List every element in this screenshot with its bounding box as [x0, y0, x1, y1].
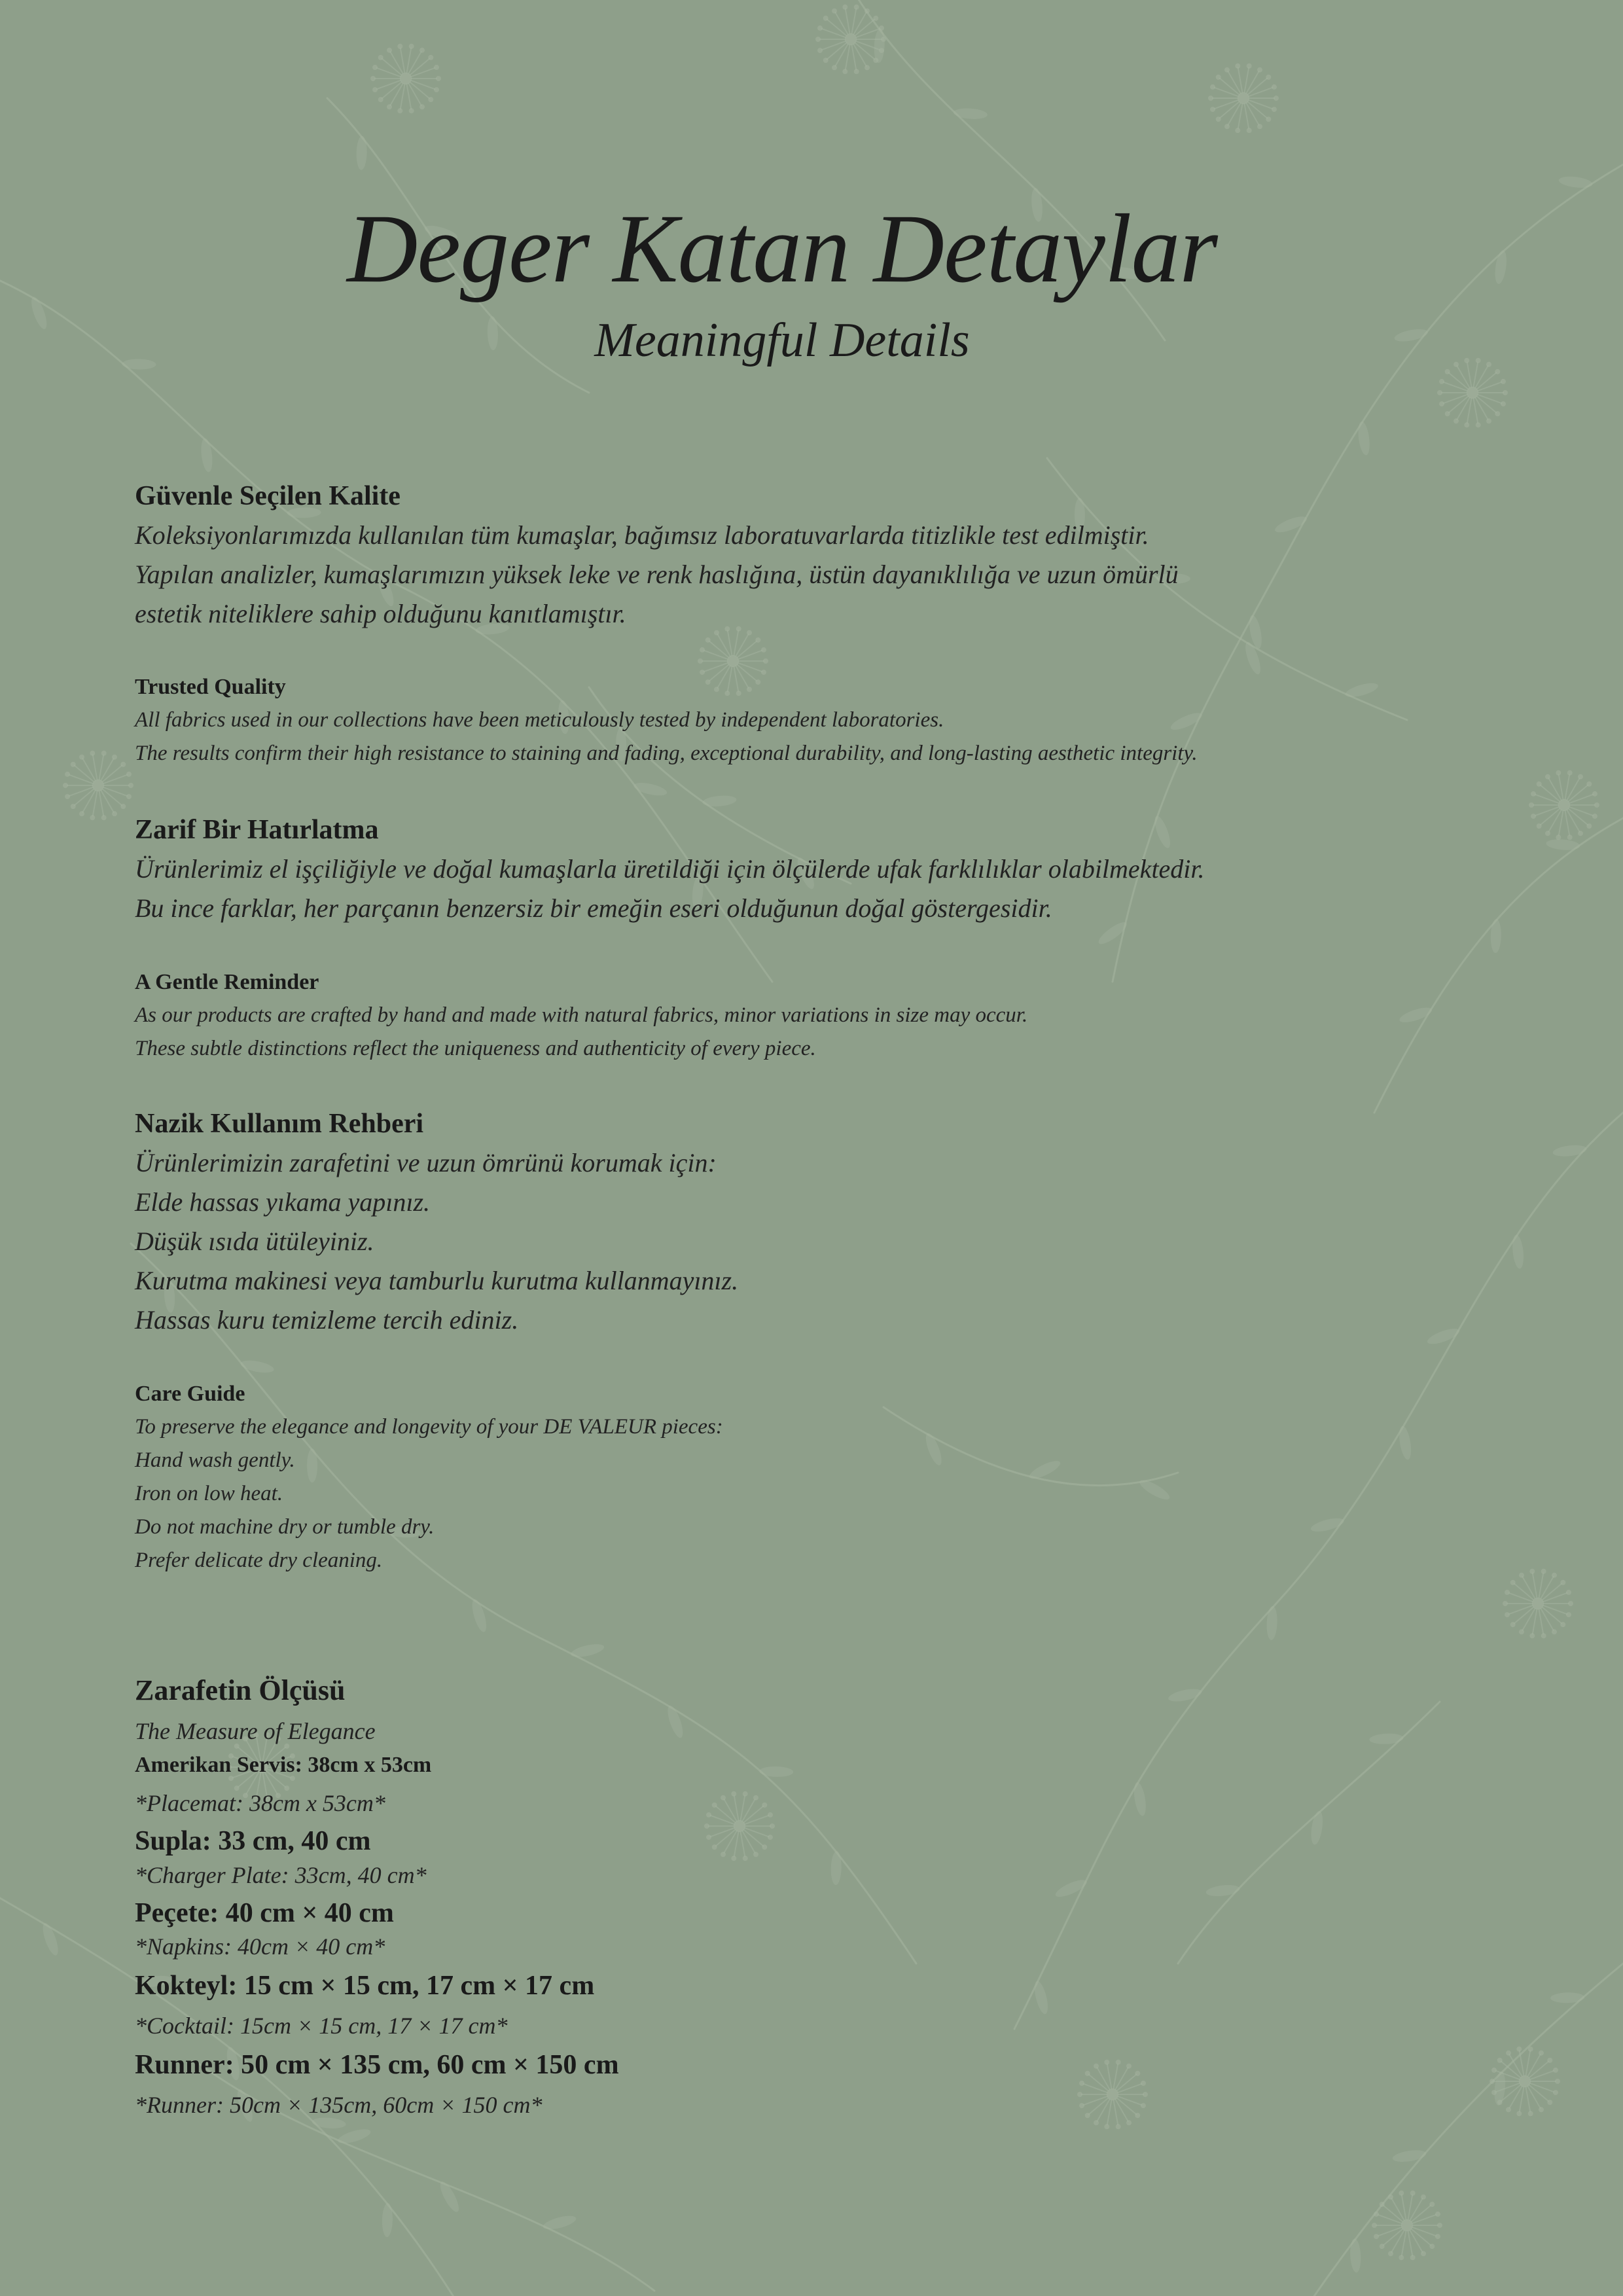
flower-petal-tip — [1501, 379, 1506, 384]
flower-petal-tip — [1519, 1573, 1524, 1578]
flower-petal-tip — [881, 37, 886, 42]
flower-petal — [1508, 1593, 1533, 1602]
flower-petal-tip — [71, 762, 76, 767]
size-label-charger-plate: Supla: 33 cm, 40 cm — [135, 1826, 371, 1856]
flower-petal-tip — [1464, 422, 1469, 427]
leaf — [382, 2203, 393, 2237]
flower-petal-tip — [1216, 75, 1221, 80]
flower-petal-tip — [65, 794, 70, 799]
flower-petal-tip — [419, 48, 425, 53]
leaf — [469, 1598, 489, 1633]
flower-petal-tip — [1489, 2079, 1495, 2084]
flower-petal-tip — [1247, 128, 1252, 133]
flower-motif — [1503, 1569, 1573, 1638]
care-instruction: Do not machine dry or tumble dry. — [135, 1515, 435, 1539]
flower-petal-tip — [1454, 418, 1459, 423]
flower-petal-tip — [1410, 2255, 1416, 2260]
flower-petal-tip — [755, 637, 760, 643]
flower-petal-tip — [1210, 107, 1215, 112]
leaf — [633, 780, 668, 798]
flower-center — [400, 73, 412, 84]
flower-petal-tip — [1439, 401, 1444, 406]
care-instruction: Elde hassas yıkama yapınız. — [135, 1187, 431, 1217]
care-instruction: Hand wash gently. — [135, 1448, 295, 1472]
flower-petal-tip — [397, 44, 402, 49]
flower-petal — [69, 775, 94, 784]
flower-petal-tip — [1568, 1601, 1573, 1606]
flower-petal-tip — [1547, 2100, 1552, 2105]
flower-petal — [103, 775, 128, 784]
flower-petal-tip — [865, 9, 870, 14]
section-heading: Güvenle Seçilen Kalite — [135, 481, 401, 511]
flower-petal-tip — [1374, 2234, 1379, 2239]
flower-petal-tip — [1529, 802, 1534, 808]
body-line: Ürünlerimiz el işçiliğiyle ve doğal kumaşlarla üretildiği için ölçülerde ufak farklılıklar olabilmektedir. — [135, 854, 1205, 884]
flower-motif — [63, 751, 134, 820]
flower-petal-tip — [378, 55, 383, 60]
flower-petal — [1412, 2215, 1437, 2224]
flower-petal-tip — [1476, 422, 1481, 427]
size-note-cocktail: *Cocktail: 15cm × 15 cm, 17 × 17 cm* — [135, 2013, 508, 2039]
care-guide-section-tr — [135, 1104, 1488, 1340]
flower-petal-tip — [1272, 107, 1277, 112]
flower-petal-tip — [436, 76, 441, 81]
flower-center — [1467, 387, 1478, 399]
flower-petal — [1214, 88, 1239, 97]
flower-petal — [1443, 382, 1468, 391]
leaf — [240, 1358, 275, 1374]
flower-petal-tip — [1566, 1612, 1571, 1617]
flower-petal-tip — [1516, 2047, 1522, 2052]
flower-petal-tip — [1586, 823, 1592, 829]
flower-petal-tip — [1539, 2051, 1544, 2056]
flower-petal-tip — [1529, 1633, 1535, 1638]
flower-petal-tip — [1566, 1590, 1571, 1595]
flower-petal-tip — [879, 26, 884, 31]
flower-petal-tip — [71, 804, 76, 809]
flower-petal-tip — [1556, 770, 1561, 776]
flower-petal-tip — [1541, 1569, 1546, 1574]
flower-petal-tip — [126, 772, 132, 777]
flower-petal-tip — [763, 658, 768, 664]
flower-petal-tip — [1210, 84, 1215, 90]
flower-petal — [1569, 807, 1594, 816]
section-heading: A Gentle Reminder — [135, 970, 319, 994]
flower-petal-tip — [387, 48, 392, 53]
flower-petal-tip — [705, 637, 711, 643]
flower-petal-tip — [1560, 1622, 1565, 1627]
flower-petal-tip — [90, 751, 95, 756]
flower-petal-tip — [1439, 379, 1444, 384]
leaf — [953, 107, 988, 120]
flower-petal-tip — [1503, 1601, 1508, 1606]
page-title: Deger Katan Detaylar — [347, 194, 1217, 303]
flower-petal-tip — [1266, 75, 1271, 80]
flower-petal — [1569, 795, 1594, 804]
flower-petal-tip — [854, 5, 859, 10]
flower-petal — [376, 81, 401, 90]
flower-petal-tip — [865, 65, 870, 70]
flower-petal — [1214, 100, 1239, 109]
flower-petal — [1249, 100, 1274, 109]
flower-motif — [1208, 63, 1279, 133]
flower-petal-tip — [879, 48, 884, 53]
flower-petal-tip — [1495, 411, 1500, 416]
flower-petal — [1530, 2083, 1555, 2092]
flower-petal-tip — [1553, 2090, 1558, 2095]
flower-petal-tip — [387, 104, 392, 109]
flower-petal — [821, 41, 846, 50]
flower-petal-tip — [854, 69, 859, 74]
flower-petal-tip — [1594, 802, 1599, 808]
flower-petal-tip — [1486, 418, 1491, 423]
flower-petal-tip — [1506, 2051, 1511, 2056]
reminder-section-tr — [135, 810, 1488, 928]
body-line: Bu ince farklar, her parçanın benzersiz bir emeğin eseri olduğunun doğal göstergesidir. — [135, 893, 1052, 923]
measurements-heading: Zarafetin Ölçüsü — [135, 1674, 346, 1706]
flower-petal-tip — [434, 87, 439, 92]
flower-petal-tip — [1399, 2255, 1404, 2260]
size-label-cocktail: Kokteyl: 15 cm × 15 cm, 17 cm × 17 cm — [135, 1971, 595, 2001]
leaf — [1552, 1143, 1588, 1158]
flower-petal-tip — [1445, 369, 1450, 374]
flower-petal — [1508, 1605, 1533, 1615]
flower-petal — [1543, 1593, 1568, 1602]
flower-petal-tip — [120, 804, 126, 809]
flower-petal-tip — [1506, 2107, 1511, 2112]
body-line: Yapılan analizler, kumaşlarımızın yüksek leke ve renk haslığına, üstün dayanıklılığa ve uzun ömürlü — [135, 560, 1179, 589]
leaf — [356, 136, 367, 170]
flower-petal-tip — [873, 58, 878, 63]
flower-petal-tip — [397, 108, 402, 113]
flower-petal-tip — [1556, 834, 1561, 840]
flower-petal-tip — [823, 16, 829, 21]
body-line: To preserve the elegance and longevity of your DE VALEUR pieces: — [135, 1415, 723, 1439]
body-line: As our products are crafted by hand and made with natural fabrics, minor variations in size may occur. — [135, 1003, 1028, 1027]
flower-petal — [376, 68, 401, 77]
flower-petal-tip — [120, 762, 126, 767]
flower-petal-tip — [1567, 770, 1573, 776]
flower-petal-tip — [1537, 781, 1542, 787]
flower-petal-tip — [1578, 774, 1583, 780]
flower-petal-tip — [1510, 1622, 1516, 1627]
flower-petal-tip — [428, 55, 433, 60]
flower-petal-tip — [1537, 823, 1542, 829]
flower-petal-tip — [1547, 2058, 1552, 2063]
flower-petal — [1543, 1605, 1568, 1615]
size-label-runner: Runner: 50 cm × 135 cm, 60 cm × 150 cm — [135, 2050, 619, 2080]
flower-petal-tip — [700, 647, 705, 653]
reminder-section-en — [135, 965, 1488, 1066]
flower-petal-tip — [112, 811, 117, 816]
flower-petal-tip — [1578, 831, 1583, 836]
flower-petal-tip — [1410, 2191, 1416, 2196]
flower-petal-tip — [409, 108, 414, 113]
flower-petal-tip — [1388, 2251, 1393, 2256]
quality-section-tr — [135, 476, 1488, 634]
flower-petal — [411, 68, 436, 77]
flower-petal-tip — [434, 65, 439, 70]
flower-petal-tip — [1505, 1612, 1510, 1617]
flower-petal-tip — [1399, 2191, 1404, 2196]
body-line: These subtle distinctions reflect the uniqueness and authenticity of every piece. — [135, 1037, 816, 1060]
measurements-subheading: The Measure of Elegance — [135, 1718, 376, 1744]
flower-petal-tip — [817, 48, 823, 53]
section-heading: Trusted Quality — [135, 675, 286, 699]
flower-petal-tip — [1552, 1629, 1557, 1634]
flower-petal-tip — [1224, 67, 1230, 73]
flower-petal — [1530, 2071, 1555, 2080]
section-heading: Nazik Kullanım Rehberi — [135, 1109, 424, 1139]
leaf — [1266, 1606, 1278, 1641]
flower-petal-tip — [1435, 2212, 1440, 2217]
flower-motif — [1529, 770, 1599, 840]
care-instruction: Düşük ısıda ütüleyiniz. — [135, 1227, 374, 1256]
flower-petal — [821, 29, 846, 38]
leaf — [336, 2126, 372, 2146]
flower-petal-tip — [1497, 2100, 1503, 2105]
flower-petal-tip — [1372, 2223, 1377, 2228]
flower-petal-tip — [65, 772, 70, 777]
flower-petal-tip — [372, 65, 378, 70]
flower-petal-tip — [1505, 1590, 1510, 1595]
flower-petal-tip — [1257, 67, 1262, 73]
flower-petal — [1478, 382, 1503, 391]
flower-petal-tip — [1224, 124, 1230, 129]
flower-petal-tip — [1437, 390, 1442, 395]
flower-petal-tip — [370, 76, 376, 81]
flower-petal-tip — [90, 815, 95, 820]
flower-petal-tip — [761, 647, 766, 653]
flower-petal-tip — [1553, 2068, 1558, 2073]
quality-section-en — [135, 670, 1488, 770]
flower-petal-tip — [842, 69, 847, 74]
flower-petal-tip — [1592, 791, 1597, 797]
flower-petal-tip — [1560, 1580, 1565, 1585]
flower-motif — [370, 44, 441, 113]
flower-petal-tip — [101, 815, 107, 820]
flower-motif — [1372, 2191, 1442, 2260]
flower-petal — [103, 787, 128, 797]
flower-petal-tip — [1104, 2124, 1109, 2129]
flower-petal-tip — [873, 16, 878, 21]
flower-petal-tip — [817, 26, 823, 31]
flower-center — [1238, 92, 1249, 104]
flower-center — [727, 655, 739, 667]
care-instruction: Kurutma makinesi veya tamburlu kurutma kullanmayınız. — [135, 1266, 739, 1295]
flower-petal-tip — [112, 755, 117, 760]
flower-petal — [1378, 2215, 1402, 2224]
flower-petal — [704, 651, 728, 660]
flower-petal-tip — [428, 97, 433, 102]
flower-petal-tip — [815, 37, 821, 42]
flower-petal-tip — [1541, 1633, 1546, 1638]
flower-petal-tip — [378, 97, 383, 102]
flower-petal-tip — [1531, 814, 1536, 819]
flower-center — [845, 33, 857, 45]
flower-petal-tip — [1437, 2223, 1442, 2228]
flower-petal-tip — [1516, 2111, 1522, 2116]
body-line: Ürünlerimizin zarafetini ve uzun ömrünü korumak için: — [135, 1148, 717, 1177]
size-note-placemat: *Placemat: 38cm x 53cm* — [135, 1790, 385, 1816]
size-note-runner: *Runner: 50cm × 135cm, 60cm × 150 cm* — [135, 2092, 543, 2118]
flower-center — [1558, 799, 1570, 811]
flower-petal-tip — [1272, 84, 1277, 90]
body-line: The results confirm their high resistance to staining and fading, exceptional durability, and long-lasting aesthetic integrity. — [135, 742, 1198, 765]
flower-petal-tip — [1247, 63, 1252, 69]
flower-petal — [1378, 2227, 1402, 2236]
flower-petal-tip — [1552, 1573, 1557, 1578]
size-note-napkins: *Napkins: 40cm × 40 cm* — [135, 1933, 385, 1960]
size-label-placemat: Amerikan Servis: 38cm x 53cm — [135, 1753, 432, 1777]
flower-petal-tip — [1216, 117, 1221, 122]
leaf — [1392, 2148, 1427, 2164]
flower-center — [1401, 2219, 1413, 2231]
flower-petal-tip — [1435, 2234, 1440, 2239]
flower-petal-tip — [1421, 2195, 1426, 2200]
flower-petal-tip — [1592, 814, 1597, 819]
flower-petal-tip — [1491, 2068, 1497, 2073]
flower-petal-tip — [1491, 2090, 1497, 2095]
leaf — [200, 438, 214, 473]
leaf — [542, 2213, 577, 2232]
flower-petal — [1412, 2227, 1437, 2236]
flower-petal — [1535, 795, 1560, 804]
flower-petal-tip — [128, 783, 134, 788]
flower-petal-tip — [1429, 2244, 1435, 2249]
flower-petal-tip — [1235, 128, 1240, 133]
flower-petal-tip — [1388, 2195, 1393, 2200]
flower-petal-tip — [101, 751, 107, 756]
body-line: Koleksiyonlarımızda kullanılan tüm kumaşlar, bağımsız laboratuvarlarda titizlikle test edilmiştir. — [135, 520, 1149, 550]
flower-petal — [1535, 807, 1560, 816]
flower-petal — [1249, 88, 1274, 97]
size-label-napkins: Peçete: 40 cm × 40 cm — [135, 1898, 394, 1928]
body-line: All fabrics used in our collections have been meticulously tested by independent laboratories. — [135, 708, 944, 732]
flower-petal-tip — [409, 44, 414, 49]
flower-petal-tip — [1529, 1569, 1535, 1574]
flower-petal-tip — [1501, 401, 1506, 406]
flower-petal-tip — [1555, 2079, 1560, 2084]
flower-petal-tip — [1429, 2202, 1435, 2207]
flower-petal-tip — [1421, 2251, 1426, 2256]
section-heading: Care Guide — [135, 1382, 245, 1406]
flower-petal — [1443, 395, 1468, 404]
flower-petal-tip — [1519, 1629, 1524, 1634]
flower-petal-tip — [1116, 2124, 1121, 2129]
flower-petal-tip — [1380, 2244, 1385, 2249]
flower-motif — [815, 5, 886, 74]
flower-petal-tip — [419, 104, 425, 109]
flower-petal-tip — [1266, 117, 1271, 122]
flower-center — [1519, 2075, 1531, 2087]
flower-petal-tip — [372, 87, 378, 92]
care-instruction: Iron on low heat. — [135, 1482, 283, 1505]
flower-petal-tip — [1510, 1580, 1516, 1585]
flower-petal — [1478, 395, 1503, 404]
flower-petal-tip — [1274, 96, 1279, 101]
flower-petal-tip — [1208, 96, 1213, 101]
care-guide-section-en — [135, 1377, 1488, 1577]
flower-petal-tip — [79, 811, 84, 816]
flower-petal-tip — [79, 755, 84, 760]
flower-petal — [69, 787, 94, 797]
size-note-charger-plate: *Charger Plate: 33cm, 40 cm* — [135, 1862, 427, 1888]
flower-center — [92, 780, 104, 791]
flower-petal-tip — [1503, 390, 1508, 395]
flower-petal-tip — [1567, 834, 1573, 840]
flower-petal-tip — [1528, 2047, 1533, 2052]
flower-petal-tip — [1545, 831, 1550, 836]
care-instruction: Prefer delicate dry cleaning. — [135, 1549, 383, 1572]
flower-petal-tip — [1374, 2212, 1379, 2217]
flower-center — [1532, 1598, 1544, 1609]
flower-petal-tip — [1528, 2111, 1533, 2116]
flower-petal-tip — [126, 794, 132, 799]
flower-petal-tip — [1495, 369, 1500, 374]
flower-petal-tip — [1531, 791, 1536, 797]
flower-petal-tip — [1545, 774, 1550, 780]
flower-petal-tip — [698, 658, 703, 664]
flower-petal-tip — [842, 5, 847, 10]
page-subtitle: Meaningful Details — [594, 314, 970, 367]
flower-petal-tip — [1380, 2202, 1385, 2207]
flower-petal-tip — [63, 783, 68, 788]
section-heading: Zarif Bir Hatırlatma — [135, 815, 379, 845]
flower-petal-tip — [832, 65, 837, 70]
flower-petal-tip — [1257, 124, 1262, 129]
flower-petal-tip — [1235, 63, 1240, 69]
flower-petal-tip — [823, 58, 829, 63]
flower-petal-tip — [1539, 2107, 1544, 2112]
flower-petal-tip — [1586, 781, 1592, 787]
leaf — [570, 1641, 605, 1659]
flower-petal-tip — [1445, 411, 1450, 416]
flower-petal-tip — [832, 9, 837, 14]
flower-motif — [1489, 2047, 1560, 2116]
flower-petal — [411, 81, 436, 90]
flower-petal-tip — [1497, 2058, 1503, 2063]
flower-petal — [738, 651, 763, 660]
care-instruction: Hassas kuru temizleme tercih ediniz. — [135, 1305, 519, 1335]
leaf — [437, 2179, 463, 2214]
body-line: estetik niteliklere sahip olduğunu kanıtlamıştır. — [135, 599, 626, 628]
